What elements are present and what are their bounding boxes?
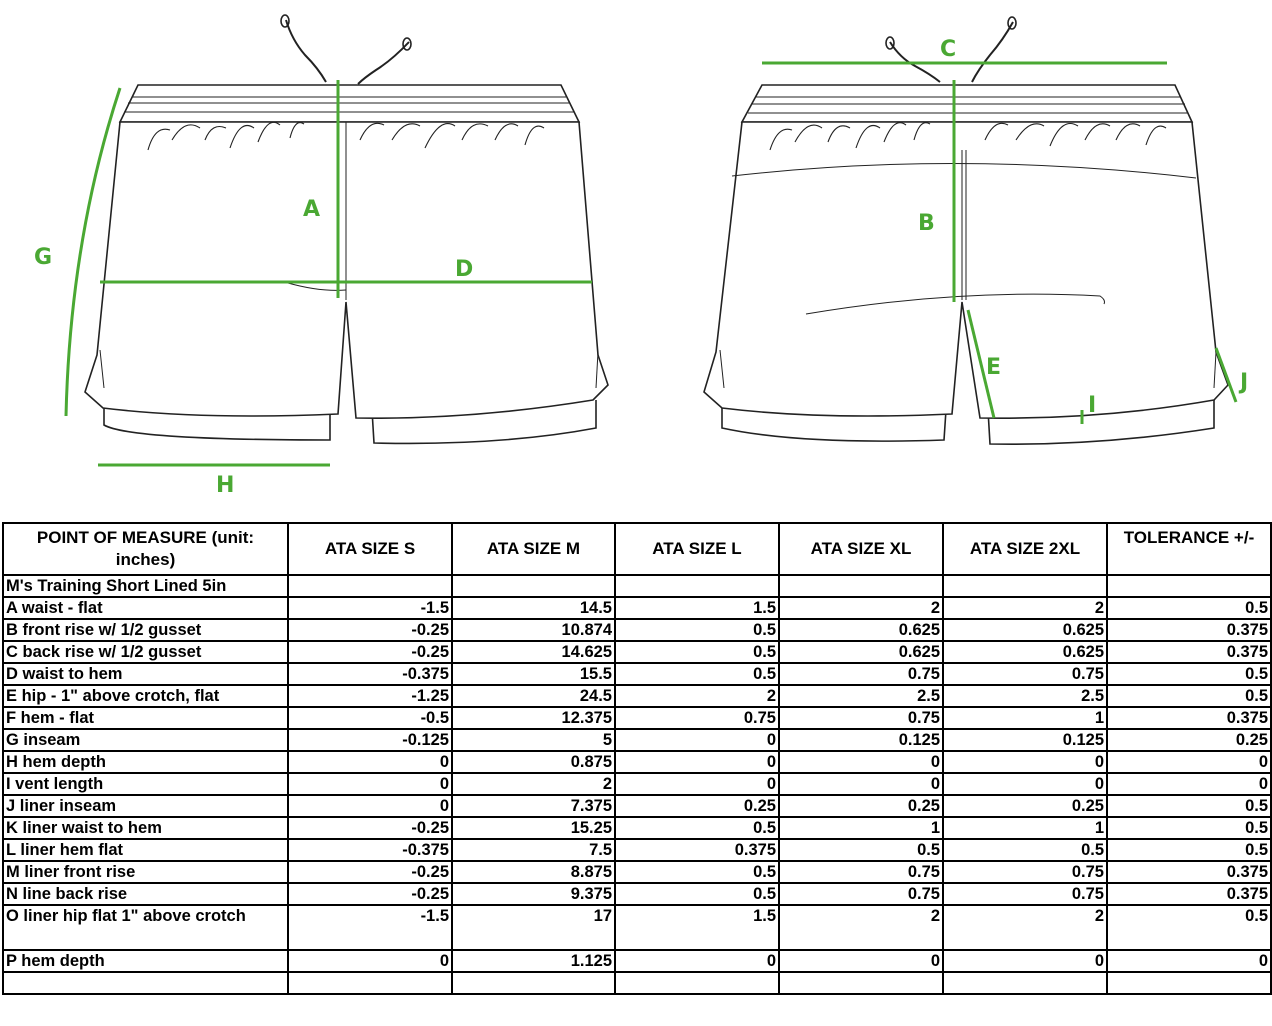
measure-value: 0.125	[779, 729, 943, 751]
measure-value: 0.75	[779, 663, 943, 685]
measure-value: 0.5	[1107, 795, 1271, 817]
measure-name: D waist to hem	[3, 663, 288, 685]
measure-value: 1.125	[452, 950, 615, 972]
measure-value: 0.5	[615, 663, 779, 685]
empty-cell	[1107, 575, 1271, 597]
measure-value: 0.75	[615, 707, 779, 729]
front-drawstring-left	[286, 20, 326, 82]
label-b: B	[918, 211, 935, 236]
measure-value: 0.625	[779, 619, 943, 641]
measure-value: 0.5	[1107, 685, 1271, 707]
empty-cell	[288, 575, 452, 597]
front-drawstring-right	[358, 42, 409, 84]
measurement-table	[2, 522, 1272, 995]
label-a: A	[303, 197, 321, 222]
measure-value: 1	[943, 707, 1107, 729]
table-row	[3, 729, 1271, 751]
measure-value: -1.5	[288, 597, 452, 619]
measure-value: -0.25	[288, 619, 452, 641]
front-view	[85, 15, 608, 443]
label-i: I	[1088, 393, 1097, 418]
measure-value: 0.75	[779, 707, 943, 729]
measure-name: I vent length	[3, 773, 288, 795]
measure-value: 0.5	[615, 619, 779, 641]
measure-value: 0.75	[779, 883, 943, 905]
table-row	[3, 905, 1271, 950]
measure-value: 7.375	[452, 795, 615, 817]
measure-value: 0.75	[779, 861, 943, 883]
measure-name: A waist - flat	[3, 597, 288, 619]
measure-value: 0.25	[943, 795, 1107, 817]
measure-value: 0.5	[615, 883, 779, 905]
column-header: ATA SIZE M	[452, 523, 615, 575]
measure-value: 0.625	[943, 641, 1107, 663]
measure-value: 0.25	[779, 795, 943, 817]
measure-value: -0.375	[288, 663, 452, 685]
measure-value: 0.5	[779, 839, 943, 861]
measure-name: P hem depth	[3, 950, 288, 972]
label-j: J	[1240, 370, 1249, 395]
measure-value: 0	[943, 751, 1107, 773]
table-row	[3, 861, 1271, 883]
empty-cell	[779, 575, 943, 597]
measure-value: 1.5	[615, 905, 779, 950]
measure-value: 1.5	[615, 597, 779, 619]
measure-name: K liner waist to hem	[3, 817, 288, 839]
measure-value: 14.625	[452, 641, 615, 663]
measure-value: 0.5	[1107, 597, 1271, 619]
empty-cell	[779, 972, 943, 994]
measure-name: O liner hip flat 1" above crotch	[3, 905, 288, 950]
measure-value: -0.5	[288, 707, 452, 729]
measure-value: -0.125	[288, 729, 452, 751]
label-g: G	[34, 245, 53, 270]
label-c: C	[940, 37, 957, 62]
table-row	[3, 597, 1271, 619]
table-row	[3, 773, 1271, 795]
measure-value: 0.625	[779, 641, 943, 663]
table-row	[3, 883, 1271, 905]
measure-value: 0	[943, 773, 1107, 795]
column-header: ATA SIZE S	[288, 523, 452, 575]
table-title-row	[3, 575, 1271, 597]
measure-name: E hip - 1" above crotch, flat	[3, 685, 288, 707]
measure-value: -0.25	[288, 883, 452, 905]
measure-value: 0	[615, 773, 779, 795]
measure-name: H hem depth	[3, 751, 288, 773]
table-row	[3, 751, 1271, 773]
style-name: M's Training Short Lined 5in	[3, 575, 288, 597]
measure-value: 0	[1107, 773, 1271, 795]
measure-value: 0.375	[1107, 883, 1271, 905]
column-header: ATA SIZE L	[615, 523, 779, 575]
measure-value: 14.5	[452, 597, 615, 619]
measure-value: 0.75	[943, 663, 1107, 685]
empty-cell	[3, 972, 288, 994]
column-header: ATA SIZE 2XL	[943, 523, 1107, 575]
measure-value: 15.25	[452, 817, 615, 839]
measure-value: 1	[943, 817, 1107, 839]
measure-value: 0	[1107, 751, 1271, 773]
measure-value: 0	[779, 751, 943, 773]
table-row	[3, 795, 1271, 817]
measure-name: N line back rise	[3, 883, 288, 905]
table-row	[3, 641, 1271, 663]
measure-name: M liner front rise	[3, 861, 288, 883]
table-row	[3, 839, 1271, 861]
measure-value: 0.375	[1107, 641, 1271, 663]
measure-value: 0.375	[1107, 707, 1271, 729]
measure-value: -0.25	[288, 817, 452, 839]
measure-value: 0.5	[1107, 817, 1271, 839]
measure-value: 8.875	[452, 861, 615, 883]
measure-value: 10.874	[452, 619, 615, 641]
measure-value: 0.5	[615, 861, 779, 883]
measure-value: 0.375	[1107, 619, 1271, 641]
measure-value: -0.375	[288, 839, 452, 861]
measure-name: L liner hem flat	[3, 839, 288, 861]
table-row	[3, 707, 1271, 729]
measure-value: -1.5	[288, 905, 452, 950]
measure-value: 0.25	[1107, 729, 1271, 751]
measure-value: -1.25	[288, 685, 452, 707]
table-row	[3, 619, 1271, 641]
measure-value: 0.75	[943, 883, 1107, 905]
measure-value: 1	[779, 817, 943, 839]
column-header: TOLERANCE +/-	[1107, 523, 1271, 575]
table-row-empty	[3, 972, 1271, 994]
measure-value: 0	[615, 729, 779, 751]
measure-value: 2	[943, 597, 1107, 619]
measure-value: 0	[943, 950, 1107, 972]
measure-value: 0.5	[1107, 839, 1271, 861]
measure-value: 9.375	[452, 883, 615, 905]
measure-value: -0.25	[288, 641, 452, 663]
measure-value: 0	[615, 950, 779, 972]
empty-cell	[288, 972, 452, 994]
measure-value: 0.125	[943, 729, 1107, 751]
measure-value: 15.5	[452, 663, 615, 685]
measure-value: 2	[452, 773, 615, 795]
measure-value: 0.25	[615, 795, 779, 817]
measure-value: 2.5	[779, 685, 943, 707]
empty-cell	[943, 972, 1107, 994]
measure-name: G inseam	[3, 729, 288, 751]
measure-value: 5	[452, 729, 615, 751]
empty-cell	[452, 972, 615, 994]
measure-value: 0.5	[1107, 663, 1271, 685]
measure-value: 2	[943, 905, 1107, 950]
measure-name: J liner inseam	[3, 795, 288, 817]
measure-value: 12.375	[452, 707, 615, 729]
measure-value: 0.5	[1107, 905, 1271, 950]
measure-value: 0	[779, 950, 943, 972]
empty-cell	[1107, 972, 1271, 994]
table-row	[3, 663, 1271, 685]
table-header-row	[3, 523, 1271, 575]
table-row	[3, 950, 1271, 972]
empty-cell	[943, 575, 1107, 597]
measure-value: 0.375	[615, 839, 779, 861]
measure-value: 17	[452, 905, 615, 950]
measure-value: 0.5	[615, 641, 779, 663]
empty-cell	[615, 575, 779, 597]
measure-value: 0	[1107, 950, 1271, 972]
back-view	[704, 17, 1228, 444]
empty-cell	[615, 972, 779, 994]
measure-value: 0.5	[615, 817, 779, 839]
measure-value: 0	[288, 795, 452, 817]
measure-value: 0	[288, 751, 452, 773]
empty-cell	[452, 575, 615, 597]
measure-value: 2	[779, 597, 943, 619]
measure-value: 2.5	[943, 685, 1107, 707]
measure-value: 0	[779, 773, 943, 795]
measure-value: 0	[288, 950, 452, 972]
measure-name: C back rise w/ 1/2 gusset	[3, 641, 288, 663]
measure-value: 24.5	[452, 685, 615, 707]
column-header: POINT OF MEASURE (unit: inches)	[3, 523, 288, 575]
measure-name: B front rise w/ 1/2 gusset	[3, 619, 288, 641]
measure-value: -0.25	[288, 861, 452, 883]
label-h: H	[216, 473, 235, 498]
measure-value: 2	[615, 685, 779, 707]
measure-value: 0.875	[452, 751, 615, 773]
table-row	[3, 685, 1271, 707]
back-drawstring-right	[972, 22, 1013, 82]
measure-value: 0	[615, 751, 779, 773]
measure-value: 0.375	[1107, 861, 1271, 883]
measure-value: 0	[288, 773, 452, 795]
label-e: E	[986, 355, 1002, 380]
column-header: ATA SIZE XL	[779, 523, 943, 575]
measure-value: 0.75	[943, 861, 1107, 883]
measure-value: 0.5	[943, 839, 1107, 861]
label-d: D	[455, 257, 474, 282]
table-row	[3, 817, 1271, 839]
measure-value: 7.5	[452, 839, 615, 861]
measure-value: 0.625	[943, 619, 1107, 641]
measure-name: F hem - flat	[3, 707, 288, 729]
measure-value: 2	[779, 905, 943, 950]
